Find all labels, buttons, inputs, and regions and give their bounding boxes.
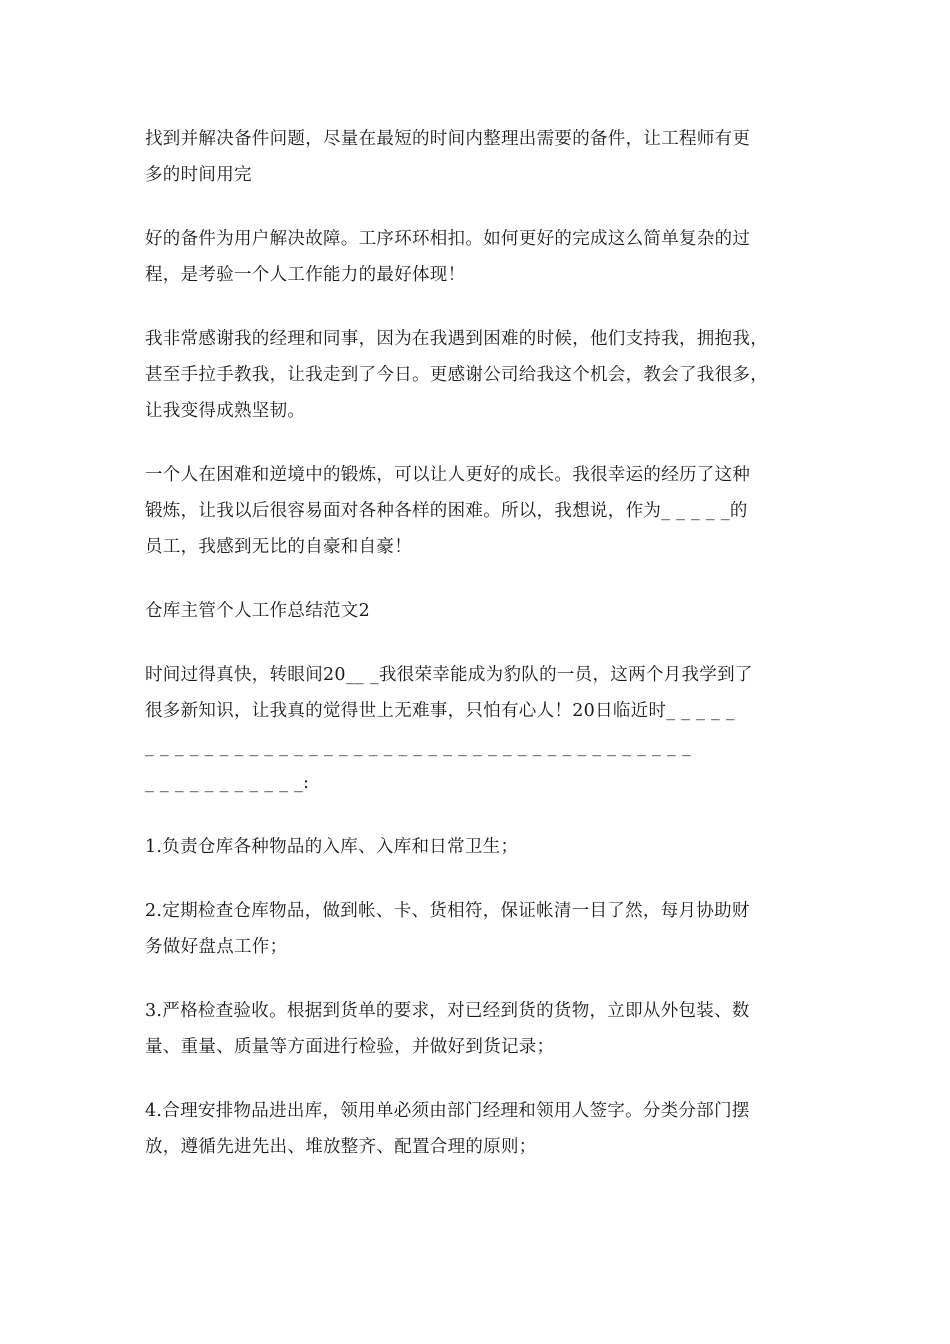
text-line: 1.负责仓库各种物品的入库、入库和日常卫生； [145,837,519,857]
list-item-1 [145,829,805,865]
list-item-2 [145,893,805,965]
text-line: 程，是考验一个人工作能力的最好体现！ [145,265,466,285]
paragraph-thanks [145,321,805,429]
text-line: 2.定期检查仓库物品，做到帐、卡、货相符，保证帐清一目了然，每月协助财 [145,901,750,921]
text-line: 很多新知识，让我真的觉得世上无难事，只怕有心人！20日临近时_ _ _ _ _ [145,701,735,721]
text-line: 甚至手拉手教我，让我走到了今日。更感谢公司给我这个机会，教会了我很多， [145,365,768,385]
list-item-4 [145,1093,805,1165]
text-line: 放，遵循先进先出、堆放整齐、配置合理的原则； [145,1137,537,1157]
text-line: 员工，我感到无比的自豪和自豪！ [145,537,412,557]
text-line: 务做好盘点工作； [145,937,288,957]
text-line: _ _ _ _ _ _ _ _ _ _ _ _ _ _ _ _ _ _ _ _ _ _ _ _ _ _ _ _ _ _ _ _ _ _ _ _ _ [145,737,691,757]
paragraph-process [145,221,805,293]
text-line: 量、重量、质量等方面进行检验，并做好到货记录； [145,1037,555,1057]
list-item-3 [145,993,805,1065]
text-line: 锻炼，让我以后很容易面对各种各样的困难。所以，我想说，作为_ _ _ _ _的 [145,501,748,521]
text-line: 一个人在困难和逆境中的锻炼，可以让人更好的成长。我很幸运的经历了这种 [145,465,751,485]
text-line: 好的备件为用户解决故障。工序环环相扣。如何更好的完成这么简单复杂的过 [145,229,751,249]
section-heading: 仓库主管个人工作总结范文2 [145,601,371,621]
text-line: 让我变得成熟坚韧。 [145,401,306,421]
paragraph-spare-parts [145,121,805,193]
paragraph-intro [145,657,805,801]
text-line: _ _ _ _ _ _ _ _ _ _ _: [145,773,310,793]
text-line: 多的时间用完 [145,165,252,185]
document-page [145,121,805,1193]
text-line: 时间过得真快，转眼间20__ _我很荣幸能成为豹队的一员，这两个月我学到了 [145,665,753,685]
text-line: 3.严格检查验收。根据到货单的要求，对已经到货的货物，立即从外包装、数 [145,1001,750,1021]
paragraph-growth [145,457,805,565]
text-line: 4.合理安排物品进出库，领用单必须由部门经理和领用人签字。分类分部门摆 [145,1101,750,1121]
text-line: 找到并解决备件问题，尽量在最短的时间内整理出需要的备件，让工程师有更 [145,129,751,149]
text-line: 我非常感谢我的经理和同事，因为在我遇到困难的时候，他们支持我，拥抱我， [145,329,768,349]
